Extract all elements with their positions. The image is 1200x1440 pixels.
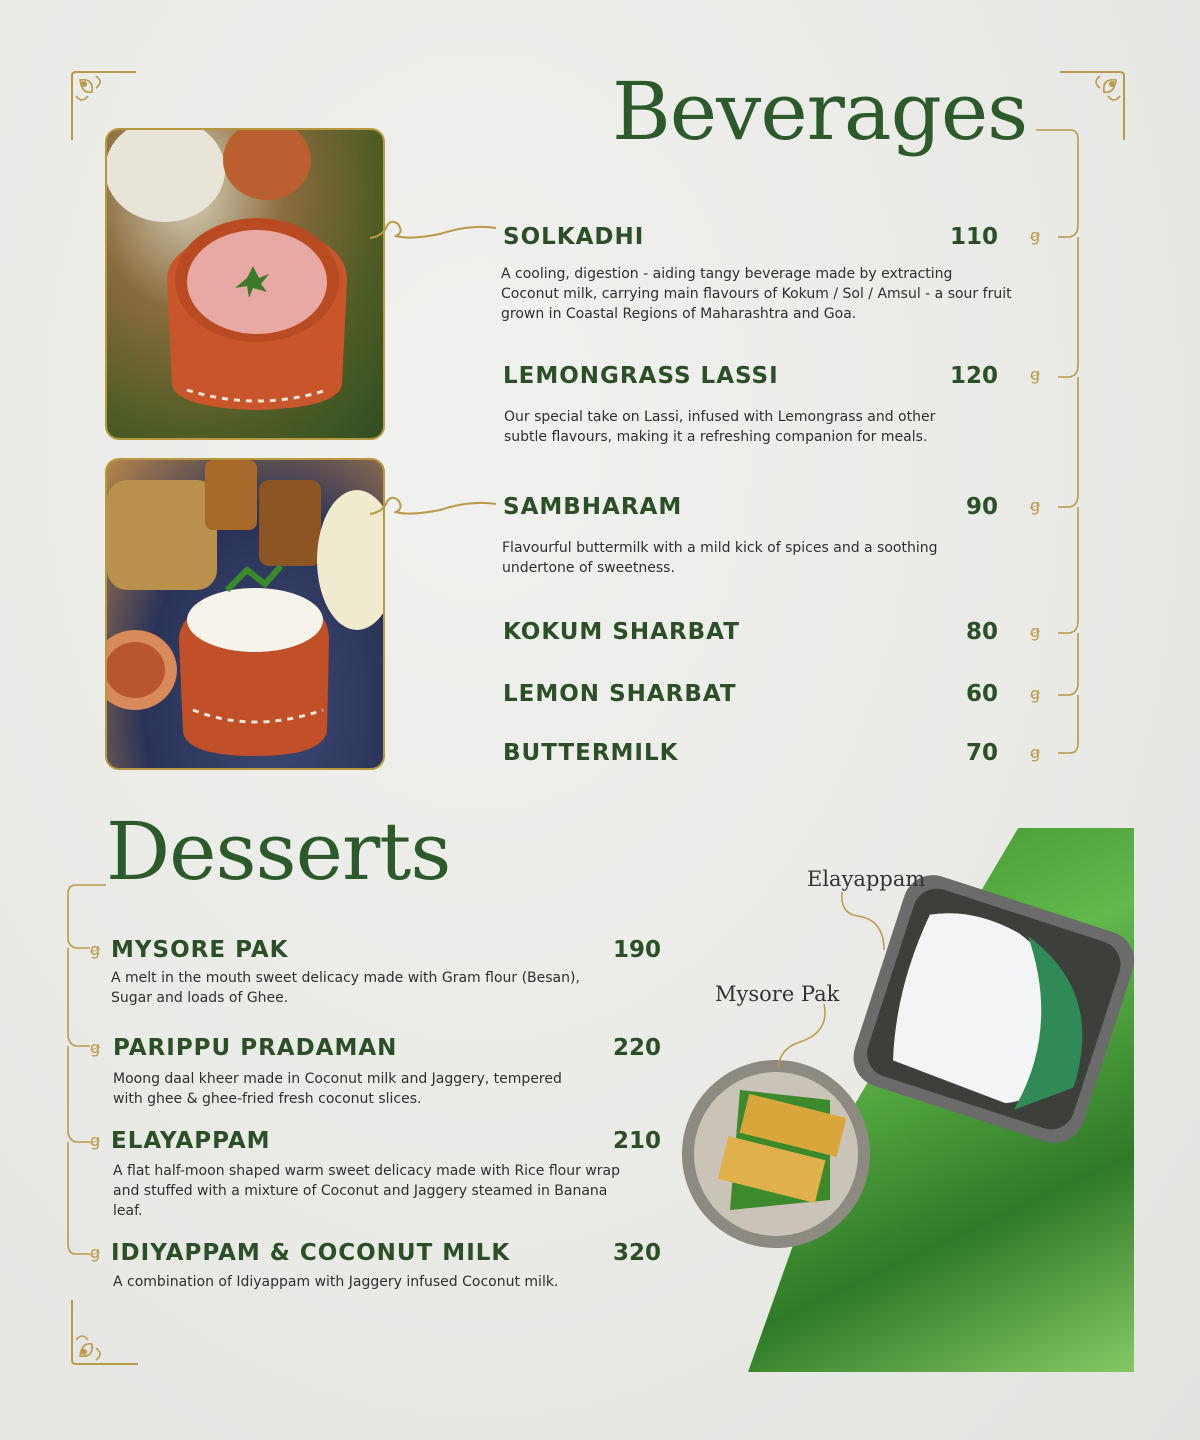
connector-curl-1-icon	[370, 210, 510, 250]
item-price: 120	[949, 363, 998, 389]
beverages-heading: Beverages	[612, 65, 1028, 158]
item-name: BUTTERMILK	[503, 740, 679, 766]
item-price: 90	[965, 494, 998, 520]
dessert-plates-illustration	[680, 860, 1140, 1280]
swirl-icon: ꞡ	[90, 1038, 101, 1057]
sambharam-pot-icon	[107, 460, 383, 768]
item-name: KOKUM SHARBAT	[503, 619, 740, 645]
item-description: A melt in the mouth sweet delicacy made with Gram flour (Besan), Sugar and loads of Ghee.	[111, 970, 580, 1006]
item-description: A combination of Idiyappam with Jaggery infused Coconut milk.	[113, 1274, 559, 1290]
sambharam-photo	[105, 458, 385, 770]
elayappam-pointer-line	[838, 890, 898, 970]
item-description: Flavourful buttermilk with a mild kick of spices and a soothing undertone of sweetness.	[502, 540, 938, 576]
item-price: 320	[612, 1240, 661, 1266]
swirl-icon: ꞡ	[1030, 743, 1041, 762]
swirl-icon: ꞡ	[1030, 365, 1041, 384]
item-name: LEMONGRASS LASSI	[503, 363, 779, 389]
item-name: PARIPPU PRADAMAN	[113, 1035, 398, 1061]
swirl-icon: ꞡ	[90, 940, 101, 959]
solkadhi-photo	[105, 128, 385, 440]
item-price: 210	[612, 1128, 661, 1154]
item-description: A cooling, digestion - aiding tangy beverage made by extracting Coconut milk, carrying main flavours of Kokum / Sol / Amsul - a sour fruit grown in Coastal Regions of Maharashtra and Goa.	[501, 266, 1012, 322]
item-price: 190	[612, 937, 661, 963]
swirl-icon: ꞡ	[1030, 226, 1041, 245]
desserts-heading: Desserts	[106, 805, 451, 898]
item-description: A flat half-moon shaped warm sweet delicacy made with Rice flour wrap and stuffed with a mixture of Coconut and Jaggery steamed in Banana leaf.	[113, 1163, 620, 1219]
mysore-pak-pointer-line	[770, 1002, 840, 1072]
item-description: Moong daal kheer made in Coconut milk and Jaggery, tempered with ghee & ghee-fried fresh coconut slices.	[113, 1071, 562, 1107]
item-name: IDIYAPPAM & COCONUT MILK	[111, 1240, 511, 1266]
item-description: Our special take on Lassi, infused with Lemongrass and other subtle flavours, making it a refreshing companion for meals.	[504, 409, 936, 445]
item-name: MYSORE PAK	[111, 937, 289, 963]
item-name: SOLKADHI	[503, 224, 645, 250]
swirl-icon: ꞡ	[90, 1243, 101, 1262]
swirl-icon: ꞡ	[1030, 622, 1041, 641]
corner-ornament-bottom-left-icon	[66, 1298, 140, 1370]
item-name: SAMBHARAM	[503, 494, 683, 520]
swirl-icon: ꞡ	[90, 1131, 101, 1150]
mysore-pak-label: Mysore Pak	[715, 982, 840, 1006]
item-name: ELAYAPPAM	[111, 1128, 271, 1154]
item-price: 60	[965, 681, 998, 707]
item-price: 70	[965, 740, 998, 766]
swirl-icon: ꞡ	[1030, 496, 1041, 515]
item-price: 110	[949, 224, 998, 250]
connector-curl-2-icon	[370, 486, 510, 526]
swirl-icon: ꞡ	[1030, 684, 1041, 703]
solkadhi-pot-icon	[107, 130, 383, 438]
item-price: 80	[965, 619, 998, 645]
elayappam-label: Elayappam	[807, 867, 926, 891]
item-price: 220	[612, 1035, 661, 1061]
item-name: LEMON SHARBAT	[503, 681, 737, 707]
